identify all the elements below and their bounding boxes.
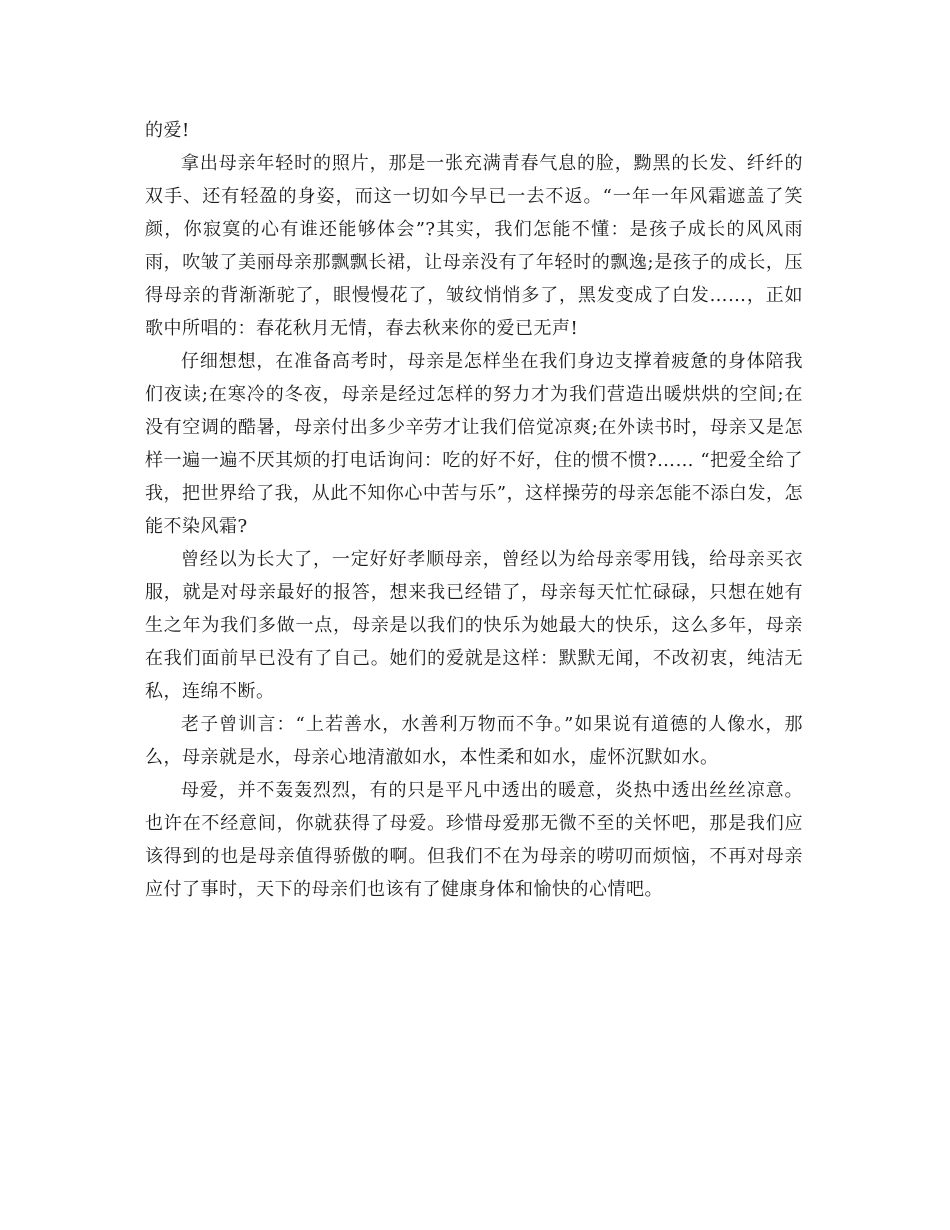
paragraph-6: 母爱，并不轰轰烈烈，有的只是平凡中透出的暖意，炎热中透出丝丝凉意。也许在不经意间，你就获得了母爱。珍惜母爱那无微不至的关怀吧，那是我们应该得到的也是母亲值得骄傲的啊。但我们不在为母亲的唠叨而烦恼，不再对母亲应付了事时，天下的母亲们也该有了健康身体和愉快的心情吧。 bbox=[145, 780, 803, 900]
document-body bbox=[145, 114, 803, 906]
paragraph-3: 仔细想想，在准备高考时，母亲是怎样坐在我们身边支撑着疲惫的身体陪我们夜读;在寒冷的冬夜，母亲是经过怎样的努力才为我们营造出暖烘烘的空间;在没有空调的酷暑，母亲付出多少辛劳才让我们倍觉凉爽;在外读书时，母亲又是怎样一遍一遍不厌其烦的打电话询问：吃的好不好，住的惯不惯?…… “把爱全给了我，把世界给了我，从此不知你心中苦与乐”，这样操劳的母亲怎能不添白发，怎能不染风霜? bbox=[145, 351, 803, 537]
paragraph-5: 老子曾训言：“上若善水，水善利万物而不争。”如果说有道德的人像水，那么，母亲就是水，母亲心地清澈如水，本性柔和如水，虚怀沉默如水。 bbox=[145, 714, 803, 768]
paragraph-1: 的爱! bbox=[145, 120, 190, 141]
paragraph-2: 拿出母亲年轻时的照片，那是一张充满青春气息的脸，黝黑的长发、纤纤的双手、还有轻盈的身姿，而这一切如今早已一去不返。“一年一年风霜遮盖了笑颜，你寂寞的心有谁还能够体会”?其实，我们怎能不懂：是孩子成长的风风雨雨，吹皱了美丽母亲那飘飘长裙，让母亲没有了年轻时的飘逸;是孩子的成长，压得母亲的背渐渐驼了，眼慢慢花了，皱纹悄悄多了，黑发变成了白发……，正如歌中所唱的：春花秋月无情，春去秋来你的爱已无声! bbox=[145, 153, 803, 339]
paragraph-4: 曾经以为长大了，一定好好孝顺母亲，曾经以为给母亲零用钱，给母亲买衣服，就是对母亲最好的报答，想来我已经错了，母亲每天忙忙碌碌，只想在她有生之年为我们多做一点，母亲是以我们的快乐为她最大的快乐，这么多年，母亲在我们面前早已没有了自己。她们的爱就是这样：默默无闻，不改初衷，纯洁无私，连绵不断。 bbox=[145, 549, 803, 702]
